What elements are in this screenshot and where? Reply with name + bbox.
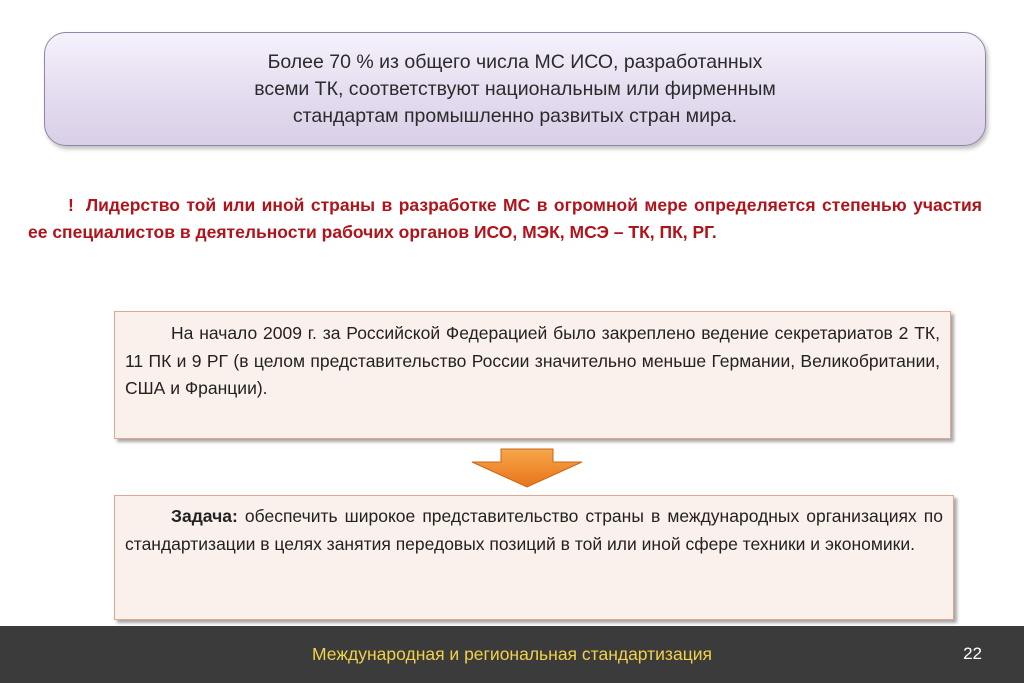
russia-secretariats-panel	[114, 311, 951, 439]
russia-secretariats-text: На начало 2009 г. за Российской Федерацией было закреплено ведение секретариатов 2 ТК, 11 ПК и 9 РГ (в целом представительство России значительно меньше Германии, Великобритании, США и Франции).	[125, 323, 940, 398]
alert-text: Лидерство той или иной страны в разработке МС в огромной мере определяется степенью участия ее специалистов в деятельности рабочих органов ИСО, МЭК, МСЭ – ТК, ПК, РГ.	[28, 195, 982, 242]
down-arrow-icon	[471, 448, 583, 488]
exclamation-mark: !	[68, 195, 74, 215]
task-paragraph	[115, 503, 953, 558]
page-number: 22	[963, 644, 982, 663]
russia-secretariats-paragraph	[115, 320, 950, 403]
task-text: обеспечить широкое представительство страны в международных организациях по стандартизации в целях занятия передовых позиций в той или иной сфере техники и экономики.	[125, 506, 943, 554]
footer-bar	[0, 626, 1024, 683]
summary-text	[254, 49, 776, 130]
task-label: Задача:	[171, 506, 238, 526]
summary-box	[44, 32, 986, 146]
summary-line-2: всеми ТК, соответствуют национальным или фирменным	[254, 77, 776, 100]
task-panel	[114, 495, 954, 620]
alert-paragraph	[28, 192, 982, 246]
summary-line-1: Более 70 % из общего числа МС ИСО, разработанных	[267, 50, 763, 73]
summary-line-3: стандартам промышленно развитых стран мира.	[292, 104, 738, 127]
footer-title: Международная и региональная стандартизация	[312, 644, 712, 664]
